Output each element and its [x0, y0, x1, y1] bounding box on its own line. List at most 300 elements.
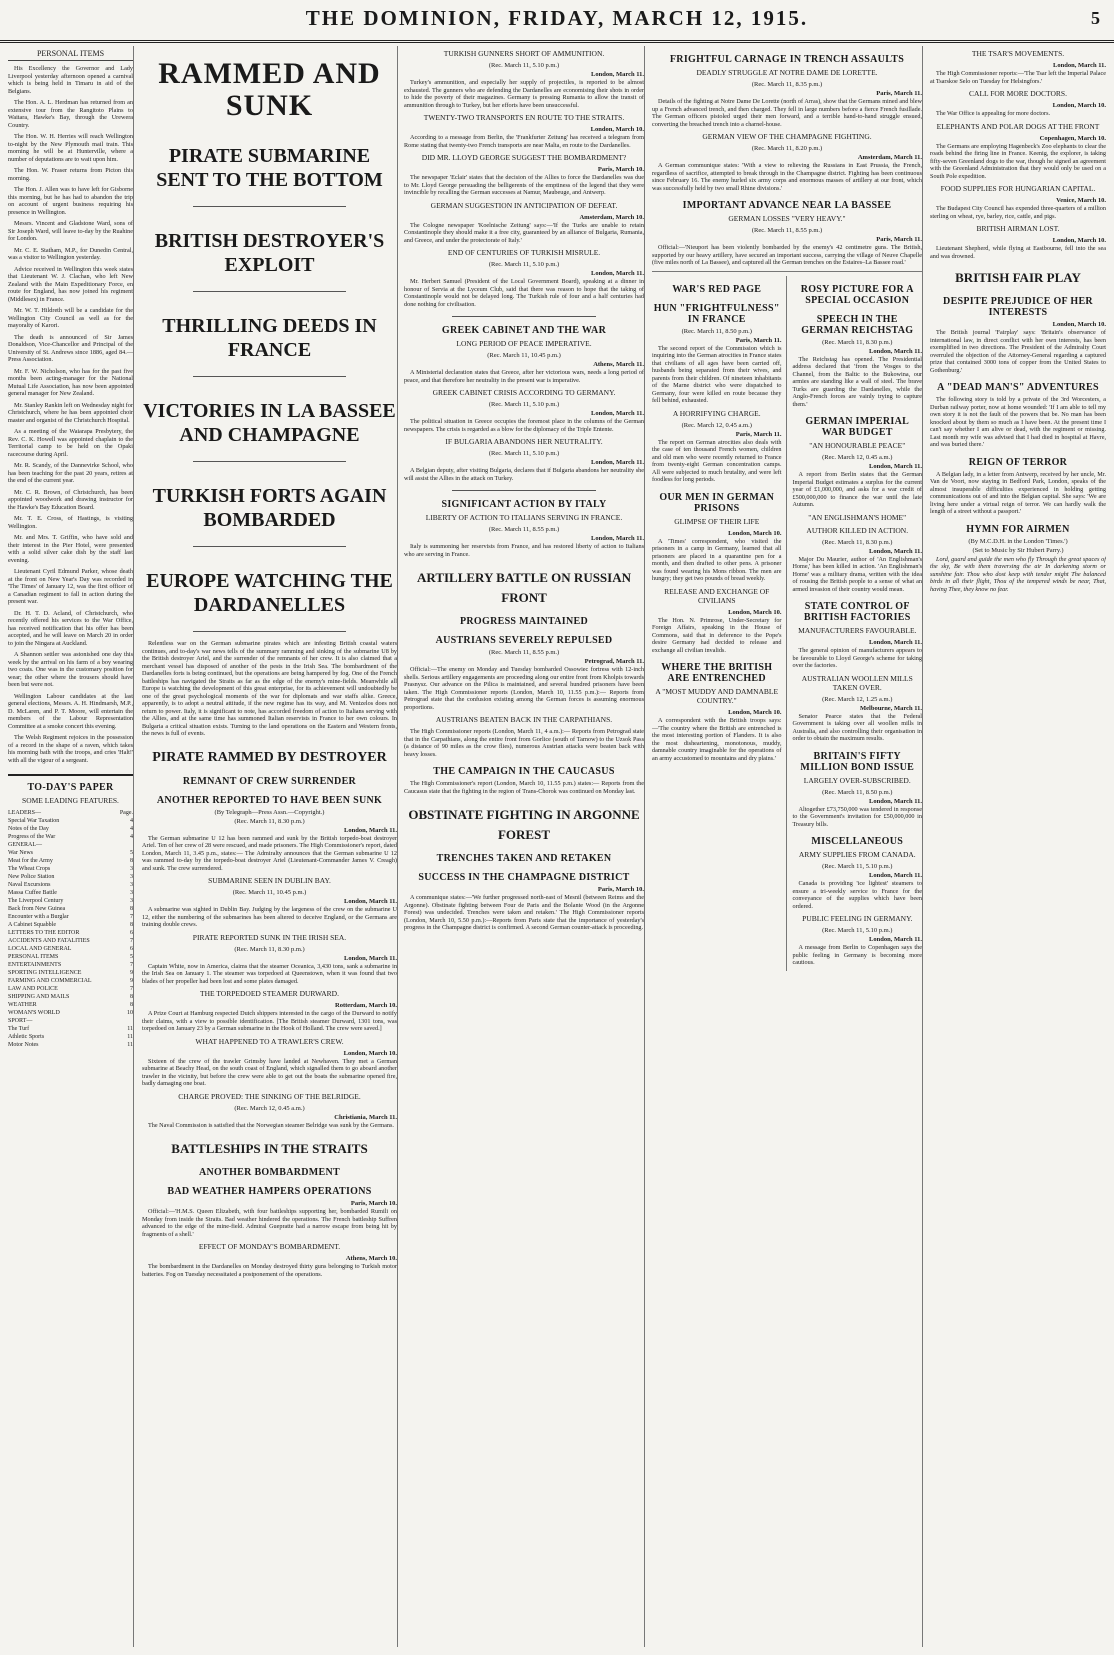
received-line: (Rec. March 11, 5.10 p.m.): [488, 62, 560, 69]
personal-item: Mr. Stanley Rankin left on Wednesday night for Christchurch, where he has been appointed choir master and organist of the Christchurch Hospital.: [8, 401, 133, 424]
contents-page: 9: [130, 978, 133, 984]
dateline-place: London, March 10.: [728, 608, 782, 616]
contents-row: [8, 897, 133, 905]
despite-prejudice-heading: DESPITE PREJUDICE OF HER INTERESTS: [943, 296, 1093, 318]
contents-label: SHIPPING AND MAILS: [8, 994, 70, 1000]
personal-item: The Hon. J. Allen was to have left for Gisborne this morning, but he has had to abandon the trip on account of urgent business requiring his presence in Wellington.: [8, 186, 133, 216]
dateline-place: London, March 11.: [869, 639, 922, 646]
dateline-place: Copenhagen, March 10.: [1039, 134, 1106, 142]
story-paragraph: A communique states:—'We further progressed north-east of Mesnil (between Reims and the Argonne). Obstinate fighting between Four de Paris and the Bolante Wood (in the Argonne Forest) was undecided. Trenches were taken and retaken.' The High Commissioner reports (London, March 10, 5.50 p.m.):—Reports from Paris state that the importance of yesterday's progress in the Champagne district is confirmed. A second German counter-attack is proceeding.: [404, 894, 644, 931]
received-line: (Rec. March 11, 8.55 p.m.): [488, 649, 560, 656]
irish-sea-heading: PIRATE REPORTED SUNK IN THE IRISH SEA.: [192, 932, 347, 942]
champagne-success-heading: SUCCESS IN THE CHAMPAGNE DISTRICT: [418, 872, 630, 883]
contents-row: [8, 873, 133, 881]
received-line: (Rec. March 11, 5.10 p.m.): [488, 401, 560, 408]
durward-heading: THE TORPEDOED STEAMER DURWARD.: [200, 989, 339, 998]
progress-maintained-heading: PROGRESS MAINTAINED: [459, 616, 589, 627]
contents-label: SPORT—: [8, 1018, 33, 1024]
tsar-heading: THE TSAR'S MOVEMENTS.: [971, 49, 1065, 58]
story-paragraph: The newspaper 'Eclair' states that the decision of the Allies to force the Dardanelles was due to Mr. Lloyd George persuading the belligerents of the emptiness of the legend that they were invincible by recalling the German successes at Namur, Maubeuge, and Antwerp.: [404, 174, 644, 196]
contents-label: Meat for the Army: [8, 858, 53, 864]
peace-imperative-heading: LONG PERIOD OF PEACE IMPERATIVE.: [456, 339, 592, 348]
story-paragraph: A Belgian lady, in a letter from Antwerp, received by her uncle, Mr. Van de Voort, now staying in Bedford Park, London, speaks of the almost insuperable difficulties experienced in holding getting communications out of and into the Belgian capital. She says: 'We are living here under a virtual reign of terror. We can hardly walk the length of a street without a passport.': [930, 470, 1106, 515]
received-line: (Rec. March 11, 8.55 p.m.): [751, 227, 823, 234]
dateline-place: London, March 11.: [869, 347, 922, 355]
story-paragraph: Details of the fighting at Notre Dame De Lorette (north of Arras), show that the Germans mined and blew up a French advanced trench, and then charged. They fell in large numbers before a fierce French fusillade. The German officers pistoled urged their men forward, and a terrible hand-to-hand struggle ensued, converting the breached trench into a charnel-house.: [652, 98, 922, 128]
dateline-place: London, March 11.: [591, 270, 644, 277]
received-line: (Rec. March 11, 8.30 p.m.): [822, 338, 893, 346]
russian-front-heading: ARTILLERY BATTLE ON RUSSIAN FRONT: [417, 570, 631, 605]
release-exchange-heading: RELEASE AND EXCHANGE OF CIVILIANS: [664, 586, 770, 605]
glimpse-heading: GLIMPSE OF THEIR LIFE: [674, 516, 760, 526]
story-paragraph: A German communique states: 'With a view to relieving the Russians in East Prussia, the French, regardless of sacrifice, attempted to break through in the Champagne district. Fighting has been continuous since February 16. The enemy hurled six army corps and enormous masses of artillery at our front, which was successfully held by two small Rhine divisions.': [652, 162, 922, 192]
belridge-heading: CHARGE PROVED: THE SINKING OF THE BELRIDGE.: [178, 1091, 361, 1101]
dateline-place: Paris, March 11.: [876, 90, 922, 97]
contents-page: 4: [130, 818, 133, 824]
contents-page: 7: [130, 986, 133, 992]
contents-label: LETTERS TO THE EDITOR: [8, 930, 80, 936]
state-control-heading: STATE CONTROL OF BRITISH FACTORIES: [803, 601, 911, 623]
another-sunk-heading: ANOTHER REPORTED TO HAVE BEEN SUNK: [156, 794, 383, 806]
received-line: (Rec. March 11, 8.50 p.m.): [822, 788, 893, 796]
story-paragraph: Altogether £73,750,000 was tendered in response to the Government's invitation for £50,000,000 in Treasury bills.: [792, 805, 922, 828]
received-line: (Rec. March 11, 8.30 p.m.): [822, 538, 893, 546]
contents-page: 4: [130, 826, 133, 832]
received-line: (Rec. March 11, 8.30 p.m.): [234, 945, 305, 953]
contents-page: 3: [130, 890, 133, 896]
received-line: (Rec. March 11, 10.45 p.m.): [232, 889, 307, 896]
contents-label: Special War Taxation: [8, 818, 60, 824]
dateline-place: Paris, March 10.: [597, 886, 644, 893]
contents-page: 3: [130, 882, 133, 888]
received-line: (Rec. March 11, 5.10 p.m.): [822, 927, 893, 934]
personal-item: The Hon. A. L. Herdman has returned from an extensive tour from the Rangitoto Plains to Waitara, Hawke's Bay, through the Urewera Country.: [8, 99, 133, 129]
story-paragraph: Official:—The enemy on Monday and Tuesday bombarded Ossowiec fortress with 12-inch shells. Serious artillery engagements are proceeding along our entire front from Kholpis towards Prasnysz. Our advance on the Pilica is maintained, and several hundred prisoners have been taken. The High Commissioner reports (London, March 10, 11.55 p.m.):— Reports from Petrograd state that the confusion existing among the German forces is assuming enormous proportions.: [404, 666, 644, 711]
contents-row: [8, 889, 133, 897]
story-paragraph: The Cologne newspaper 'Koelnische Zeitung' says:—'If the Turks are unable to retain Constantinople they should make it a free city, guaranteed by an alliance of Bulgaria, Rumania, and Greece, and under the protectorate of Italy.': [404, 221, 644, 244]
dateline-place: Rotterdam, March 10.: [335, 1002, 397, 1009]
dateline-place: London, March 11.: [344, 898, 397, 905]
contents-list: [8, 809, 133, 1049]
contents-page: 3: [130, 898, 133, 904]
dateline-place: London, March 11.: [1053, 62, 1106, 69]
received-line: (Rec. March 12, 0.45 a.m.): [822, 454, 893, 461]
army-supplies-heading: ARMY SUPPLIES FROM CANADA.: [798, 850, 916, 859]
story-paragraph: Turkey's ammunition, and especially her supply of projectiles, is reported to be almost exhausted. The gunners who are defending the Dardanelles are economising their shots in order to hide the poverty of their magazines. Germany is pressing Rumania to allow the transit of ammunition through to Turkey, but her efforts have been unsuccessful.: [404, 79, 644, 109]
german-suggestion-heading: GERMAN SUGGESTION IN ANTICIPATION OF DEFEAT.: [430, 200, 618, 210]
story-paragraph: A Ministerial declaration states that Greece, after her victorious wars, needs a long period of peace, and that therefore her neutrality in the present war is imperative.: [404, 369, 644, 384]
contents-row: [8, 969, 133, 977]
story-paragraph: Major Du Maurier, author of 'An Englishman's Home,' has been killed in action. 'An Englishman's Home' was a military drama, written with the idea of rousing the British people to a sense of what an armed invasion of their country would mean.: [792, 555, 922, 593]
column-personal-items: [8, 46, 134, 1647]
airman-lost-heading: BRITISH AIRMAN LOST.: [976, 224, 1060, 233]
contents-row: [8, 809, 133, 817]
bond-issue-heading: BRITAIN'S FIFTY MILLION BOND ISSUE: [800, 750, 915, 773]
todays-paper-subtitle: SOME LEADING FEATURES.: [22, 796, 119, 805]
german-losses-heading: GERMAN LOSSES "VERY HEAVY.": [728, 214, 846, 223]
pirate-rammed-heading: PIRATE RAMMED BY DESTROYER: [152, 749, 387, 765]
contents-row: [8, 1017, 133, 1025]
contents-label: The Wheat Crops: [8, 866, 51, 872]
story-paragraph: The bombardment in the Dardanelles on Monday destroyed thirty guns belonging to Turkish motor batteries. Fog on Tuesday necessitated a postponement of the operations.: [142, 1263, 397, 1278]
contents-row: [8, 921, 133, 929]
contents-row: [8, 825, 133, 833]
contents-label: ACCIDENTS AND FATALITIES: [8, 938, 90, 944]
wars-red-page-heading: WAR'S RED PAGE: [672, 283, 762, 295]
personal-items-heading: PERSONAL ITEMS: [8, 49, 133, 61]
contents-page: 9: [130, 970, 133, 976]
dateline-place: Petrograd, March 11.: [584, 658, 644, 665]
contents-row: [8, 833, 133, 841]
story-paragraph: A Belgian deputy, after visiting Bulgaria, declares that if Bulgaria abandons her neutrality she will assist the Allies in the attack on Turkey.: [404, 467, 644, 482]
contents-row: [8, 849, 133, 857]
contents-row: [8, 929, 133, 937]
contents-label: War News: [8, 850, 34, 856]
contents-page: 4: [130, 834, 133, 840]
contents-label: New Police Station: [8, 874, 55, 880]
personal-item: Advice received in Wellington this week states that Lieutenant W. J. Clachan, who left New Zealand with the Main Expeditionary Force, en route for England, has now joined his regiment (Middlesex) in France.: [8, 265, 133, 303]
food-supplies-heading: FOOD SUPPLIES FOR HUNGARIAN CAPITAL.: [940, 184, 1096, 193]
story-paragraph: Captain White, now in America, claims that the steamer Oceanica, 3,430 tons, sank a submarine in the Irish Sea on January 1. The steamer was torpedoed at Queenstown, when it was found that two blades of her propeller had been lost and some plates damaged.: [142, 962, 397, 985]
personal-item: Wellington Labour candidates at the last general elections, Messrs. A. H. Hindmarsh, M.P., D. McLaren, and P. T. Moore, will entertain the members of the Labour Representation Committee at a smoke concert this evening.: [8, 692, 133, 730]
contents-row: [8, 865, 133, 873]
italy-heading: SIGNIFICANT ACTION BY ITALY: [441, 499, 607, 510]
story-paragraph: The High Commissioner reports (London, March 11, 4 a.m.):— Reports from Petrograd state that in the Carpathians, along the entire front from Gorlice (south of Tarnow) to the Uzsok Pass (a distance of 90 miles as the crow flies), numerous Austrian attacks were beaten back with heavy losses.: [404, 728, 644, 758]
contents-row: [8, 945, 133, 953]
turkish-misrule-heading: END OF CENTURIES OF TURKISH MISRULE.: [447, 248, 601, 257]
argonne-heading: OBSTINATE FIGHTING IN ARGONNE FOREST: [408, 807, 640, 842]
headline: VICTORIES IN LA BASSEE AND CHAMPAGNE: [143, 400, 396, 446]
received-line: (Rec. March 11, 5.10 p.m.): [822, 863, 893, 870]
oversubscribed-heading: LARGELY OVER-SUBSCRIBED.: [803, 775, 911, 785]
dateline-place: London, March 10.: [728, 529, 782, 537]
contents-page: 5: [130, 850, 133, 856]
column-dardanelles: [404, 46, 645, 1647]
dateline-place: Amsterdam, March 11.: [857, 154, 922, 161]
contents-label: GENERAL—: [8, 842, 42, 848]
frightfulness-heading: HUN "FRIGHTFULNESS" IN FRANCE: [653, 302, 780, 325]
contents-label: Athletic Sports: [8, 1034, 45, 1040]
dateline-place: London, March 10.: [343, 1049, 397, 1057]
contents-page: 11: [127, 1026, 133, 1032]
contents-label: Notes of the Day: [8, 826, 49, 832]
contents-label: LEADERS—: [8, 810, 41, 816]
contents-label: ENTERTAINMENTS: [8, 962, 62, 968]
contents-row: [8, 977, 133, 985]
divider: [193, 206, 346, 207]
hymn-music-credit: (Set to Music by Sir Hubert Parry.): [972, 546, 1064, 554]
dead-man-heading: A "DEAD MAN'S" ADVENTURES: [937, 382, 1099, 393]
contents-row: [8, 1025, 133, 1033]
contents-page: 10: [127, 1010, 133, 1016]
contents-page: 8: [130, 1002, 133, 1008]
headline: PIRATE SUBMARINE SENT TO THE BOTTOM: [156, 145, 383, 191]
ammunition-heading: TURKISH GUNNERS SHORT OF AMMUNITION.: [443, 49, 605, 58]
war-budget-heading: GERMAN IMPERIAL WAR BUDGET: [805, 416, 910, 438]
story-paragraph: Sixteen of the crew of the trawler Grimsby have landed at Newhaven. They met a German submarine at Beachy Head, on the south coast of England, which signalled them to go aboard another trawler in the vicinity, but before the crew were able to get out the boats the submarine opened fire, badly damaging one boat.: [142, 1057, 397, 1087]
divider: [193, 631, 346, 632]
elephants-heading: ELEPHANTS AND POLAR DOGS AT THE FRONT: [936, 121, 1100, 131]
dateline-place: London, March 11.: [591, 535, 644, 542]
dateline-place: Paris, March 11.: [735, 430, 782, 438]
trenches-heading: TRENCHES TAKEN AND RETAKEN: [436, 853, 612, 864]
horrifying-charge-heading: A HORRIFYING CHARGE.: [672, 408, 761, 418]
contents-label: PERSONAL ITEMS: [8, 954, 59, 960]
received-line: (Rec. March 12, 1.25 a.m.): [822, 695, 893, 703]
contents-row: [8, 1041, 133, 1049]
personal-items-list: [8, 65, 133, 764]
masthead: [0, 0, 1114, 43]
remnant-crew-heading: REMNANT OF CREW SURRENDER: [182, 775, 357, 787]
dateline-place: London, March 10.: [728, 709, 782, 716]
personal-item: As a meeting of the Waiarapa Presbytery, the Rev. C. K. Howell was appointed chaplain to the Territorial camp to be held on the Opaki racecourse during April.: [8, 428, 133, 458]
contents-page: 7: [130, 914, 133, 920]
story-paragraph: A submarine was sighted in Dublin Bay. Judging by the largeness of the crew on the submarine U 12, either the numbering of the submarines has been altered to deceive England, or the Germans are training double crews.: [142, 906, 397, 928]
todays-paper-box: [8, 774, 133, 1049]
dateline-place: London, March 11.: [869, 797, 922, 805]
woollen-mills-heading: AUSTRALIAN WOOLLEN MILLS TAKEN OVER.: [801, 673, 913, 692]
dateline-place: London, March 10.: [590, 126, 644, 133]
divider: [193, 461, 346, 462]
contents-label: FARMING AND COMMERCIAL: [8, 978, 92, 984]
dateline-place: London, March 10.: [1052, 237, 1106, 244]
dateline-place: London, March 11.: [344, 826, 397, 834]
personal-item: Mr. and Mrs. T. Griffin, who have sold and their interest in the Pier Hotel, were presented with a solid silver cake dish by the staff last evening.: [8, 534, 133, 564]
contents-page: 7: [130, 938, 133, 944]
twocol-block: [652, 271, 922, 971]
personal-item: Mr. W. T. Hildreth will be a candidate for the Wellington City Council as well as for the mayoralty of Karori.: [8, 307, 133, 329]
dateline-place: London, March 10.: [1052, 102, 1106, 109]
honourable-peace-heading: "AN HONOURABLE PEACE": [809, 441, 906, 450]
personal-item: A Shannon settler was astonished one day this week by the arrival on his farm of a boy wearing two coats. One was in the customary position for wear; the other where the trousers should have been but were not.: [8, 651, 133, 688]
dateline-place: Amsterdam, March 10.: [579, 213, 644, 221]
story-paragraph: The Naval Commission is satisfied that the Norwegian steamer Belridge was sunk by the Germans.: [148, 1121, 394, 1129]
manufacturers-heading: MANUFACTURERS FAVOURABLE.: [798, 626, 917, 635]
carpathians-heading: AUSTRIANS BEATEN BACK IN THE CARPATHIANS.: [435, 715, 613, 724]
contents-row: [8, 961, 133, 969]
contents-label: A Cabinet Squabble: [8, 922, 56, 928]
contents-page: 8: [130, 906, 133, 912]
personal-item: Lieutenant Cyril Edmund Parker, whose death at the front on New Year's Day was recorded in 'The Times' of January 12, was the first officer of a Canadian regiment to fall in action during the present war.: [8, 568, 133, 605]
contents-page: 5: [130, 954, 133, 960]
personal-item: Dr. H. T. D. Acland, of Christchurch, who recently offered his services to the War Office, has received notification that his offer has been accepted, and he will leave on March 20 in order to join the Ningara at Auckland.: [8, 609, 133, 647]
story-paragraph: Senator Pearce states that the Federal Government is taking over all woollen mills in Australia, and also controlling their organisation in order to obtain the maximum results.: [792, 712, 922, 742]
story-paragraph: The second report of the Commission which is inquiring into the German atrocities in France states that civilians of all ages have been carried off, husbands being separated from their wives, and parents from their children. Of nineteen inhabitants of the Marne district who were dispatched to Germany, four were killed en route because they fell behind, exhausted.: [652, 344, 782, 404]
contents-page: 6: [130, 930, 133, 936]
contents-page: 11: [127, 1042, 133, 1048]
newspaper-title: THE DOMINION, FRIDAY, MARCH 12, 1915.: [305, 6, 809, 30]
story-paragraph: The political situation in Greece occupies the foremost place in the columns of the German newspapers. The crisis is regarded as a blow for the diplomacy of the Triple Entente.: [404, 418, 644, 433]
banner-headline: RAMMED AND SUNK: [158, 57, 381, 122]
story-paragraph: A message from Berlin to Copenhagen says the public feeling in Germany is becoming more cautious.: [792, 944, 922, 966]
contents-row: [8, 841, 133, 849]
trawler-heading: WHAT HAPPENED TO A TRAWLER'S CREW.: [195, 1036, 344, 1046]
headline: TURKISH FORTS AGAIN BOMBARDED: [152, 485, 387, 531]
contents-page: 3: [130, 866, 133, 872]
englishmans-home-heading: "AN ENGLISHMAN'S HOME": [808, 512, 907, 522]
divider: [452, 316, 596, 317]
hymn-credit: (By M.C.D.H. in the London 'Times.'): [968, 537, 1068, 545]
divider: [193, 546, 346, 547]
contents-label: LOCAL AND GENERAL: [8, 946, 72, 952]
reign-of-terror-heading: REIGN OF TERROR: [968, 456, 1068, 468]
contents-label: The Liverpool Century: [8, 898, 64, 904]
personal-item: Mr. R. Scandy, of the Dannevirke School, who has been teaching for the past 20 years, retires at the end of the current year.: [8, 462, 133, 484]
dateline-place: Paris, March 10.: [597, 166, 644, 173]
page-number: 5: [1091, 8, 1100, 28]
greek-cabinet-heading: GREEK CABINET AND THE WAR: [441, 325, 607, 336]
personal-item: The Welsh Regiment rejoices in the possession of a record in the shape of a raven, which takes his morning bath with the troops, and cries 'Halt!' with all the vigour of a sergeant.: [8, 734, 133, 764]
fair-play-heading: BRITISH FAIR PLAY: [955, 270, 1081, 285]
story-paragraph: The German submarine U 12 has been rammed and sunk by the British torpedo-boat destroyer Ariel. Ten of her crew of 28 were rescued, and made prisoners. The High Commissioner's report, dated London, March 11, 3.45 p.m., states:— The Admiralty announces that the German submarine U 12 was rammed to-day by the torpedo-boat destroyer Ariel (Lieutenant-Commander James V. Creagh) and sunk. The crew surrendered.: [142, 834, 397, 872]
story-paragraph: The High Commissioner's report (London, March 10, 11.55 p.m.) states:— Reports from the Caucasus state that the fighting in the region of Trans-Chorok was continued on Monday last.: [404, 780, 644, 795]
contents-row: [8, 985, 133, 993]
column-main-story: [142, 46, 398, 1647]
headline: EUROPE WATCHING THE DARDANELLES: [146, 570, 393, 616]
received-line: (Rec. March 11, 8.20 p.m.): [751, 145, 823, 152]
story-paragraph: The Reichstag has opened. The Presidential address declared that 'from the Vosges to the Channel, from the Baltic to the Bukowina, our armies are standing like a wall of steel. The brave Turks are guarding the Dardanelles, while the Anglo-French forces are vainly trying to capture them.': [792, 355, 922, 408]
contents-label: Back from New Guinea: [8, 906, 66, 912]
contents-label: Naval Excursions: [8, 882, 51, 888]
muddy-country-heading: A "MOST MUDDY AND DAMNABLE COUNTRY.": [655, 687, 779, 705]
dateline-place: Athens, March 10.: [345, 1255, 397, 1262]
contents-page: 8: [130, 922, 133, 928]
personal-item: Mr. T. E. Cross, of Hastings, is visiting Wellington.: [8, 515, 133, 530]
received-line: (Rec. March 11, 8.30 p.m.): [234, 817, 305, 825]
story-paragraph: Official:—'H.M.S. Queen Elizabeth, with four battleships supporting her, bombarded Rumili on Monday from inside the Straits. Bad weather hindered the operations. The French battleship Suffren advanced to the edge of the mine-field. Admiral Guepratte had a narrow escape from being hit by fragments of a shell.': [142, 1208, 397, 1238]
divider: [452, 490, 596, 491]
story-paragraph: The report on German atrocities also deals with the case of ten thousand French women, children and old men who were recently returned to France from twenty-eight German concentration camps. All were subjected to much brutality, and were left foodless for long periods.: [652, 438, 782, 483]
hymn-heading: HYMN FOR AIRMEN: [966, 523, 1070, 535]
story-paragraph: Italy is summoning her reservists from France, and has restored liberty of action to Italians who are serving in France.: [404, 543, 644, 558]
personal-item: Mr. C. R. Brown, of Christchurch, has been appointed woodwork and drawing instructor for the Hawke's Bay Education Board.: [8, 488, 133, 511]
received-line: (Rec. March 11, 8.55 p.m.): [488, 526, 560, 533]
personal-item: The Hon. W. Fraser returns from Picton this morning.: [8, 167, 133, 182]
dateline-place: London, March 11.: [869, 936, 922, 943]
contents-label: Encounter with a Burglar: [8, 914, 69, 920]
headline-stack: [142, 144, 397, 632]
monday-bombardment-heading: EFFECT OF MONDAY'S BOMBARDMENT.: [198, 1242, 341, 1251]
headline: THRILLING DEEDS IN FRANCE: [162, 315, 377, 361]
bulgaria-heading: IF BULGARIA ABANDONS HER NEUTRALITY.: [445, 437, 603, 446]
doctors-heading: CALL FOR MORE DOCTORS.: [969, 89, 1067, 98]
story-paragraph: The Germans are employing Hagenbeck's Zoo elephants to clear the roads behind the firing line in France. Keenig, the explorer, is taking fifty-seven Greenland dogs to the war, though he signed an agreement with the Greenland Administration that they would only be used on a South Pole expedition.: [930, 142, 1106, 180]
story-paragraph: A Prize Court at Hamburg respected Dutch shippers interested in the cargo of the Durward to notify their claims, with a view to possible identification. [The British steamer Durward, 1301 tons, was torpedoed on January 23 by a German submarine in the Hook of Holland. The crew were saved.]: [142, 1010, 397, 1032]
personal-item: The death is announced of Sir James Donaldson, Vice-Chancellor and Principal of the University of St. Andrews since 1886, aged 84.—Press Association.: [8, 333, 133, 363]
contents-page: 3: [130, 874, 133, 880]
lloyd-george-heading: DID MR. LLOYD GEORGE SUGGEST THE BOMBARDMENT?: [421, 153, 627, 162]
contents-label: LAW AND POLICE: [8, 986, 58, 992]
story-paragraph: The British journal 'Fairplay' says: 'Britain's observance of international law, in direct conflict with her own interests, has been exemplified in two directions. The President of the Admiralty Court overruled the objection of the Attorney-General regarding a captured prize that contained 3000 tons of copper from the United States to Gothenburg.': [930, 329, 1106, 374]
la-bassee-heading: IMPORTANT ADVANCE NEAR LA BASSEE: [682, 200, 892, 211]
story-paragraph: Canada is providing 'ice lightest' steamers to ensure a tri-weekly service to France for the conveyance of the supplies which have been ordered.: [792, 880, 922, 910]
contents-page: 8: [130, 994, 133, 1000]
column-miscellany: [930, 46, 1106, 1647]
contents-row: [8, 905, 133, 913]
dateline-place: Melbourne, March 11.: [860, 704, 922, 712]
received-line: (Rec. March 11, 8.35 p.m.): [751, 81, 823, 88]
battleships-heading: BATTLESHIPS IN THE STRAITS: [171, 1141, 368, 1156]
story-paragraph: The following story is told by a private of the 3rd Worcesters, a Durban railway porter, now at home wounded: 'If I am able to tell my own story it is not the fault of the powers that be. No man has been knocked about by them so much as I have been. At the present time I can't say whether I am alive or dead, with the regiment or missing. Last month my wife was advised that I had died in hospital at Havre, and was buried there.': [930, 396, 1106, 448]
dateline-place: Paris, March 10.: [350, 1200, 397, 1207]
contents-label: Motor Notes: [8, 1042, 39, 1048]
miscellaneous-heading: MISCELLANEOUS: [811, 836, 904, 847]
contents-label: The Turf: [8, 1026, 30, 1032]
contents-row: [8, 881, 133, 889]
story-paragraph: The High Commissioner reports:—'The Tsar left the Imperial Palace at Tsarskoe Selo on Tuesday for Helsingfors.': [930, 70, 1106, 85]
divider: [193, 376, 346, 377]
received-line: (Rec. March 11, 5.10 p.m.): [488, 450, 560, 457]
column-western-front: [652, 46, 923, 1647]
received-line: (Rec. March 12, 0.45 a.m.): [234, 1104, 305, 1112]
personal-item: Mr. C. E. Statham, M.P., for Dunedin Central, was a visitor to Wellington yesterday.: [8, 246, 133, 261]
contents-row: [8, 1009, 133, 1017]
dateline-place: London, March 10.: [1052, 321, 1106, 328]
story-paragraph: A report from Berlin states that the German Imperial Budget estimates a surplus for the current year of £1,000,000, and asks for a war credit of £500,000,000 to finance the war until the late Autumn.: [792, 471, 922, 508]
lead-paragraph: Relentless war on the German submarine pirates which are infesting British coastal waters continues, and to-day's war news tells of the summary ramming and sinking of the submarine U8 by the British destroyer Ariel, and the surrender of the remnants of her crew. It is also claimed that a merchant vessel has disposed of another of the pests in the Irish Sea. The bombardment of the Dardanelles forts is being continued, but the operations are being hampered by fog. One of the French battleships has navigated the Straits as far as the edge of the enemy's mine-fields. Meanwhile all Europe is watching the development of this great enterprise, for its achievement will undoubtedly be one of the great psychological moments of the war for diplomats and war staffs alike. Greece, apparently, is to adopt a neutral attitude, if the new regime has its way, and M. Venizelos does not return to power. Italy, it is significant to note, has accorded freedom of action to Italians serving with the Allies, and at the same time has summoned Italian reservists in France to her own colours. In Bulgaria a critical situation exists. Turning to the land operations on the Eastern and Western fronts, the news is full of events.: [142, 640, 397, 737]
contents-row: [8, 993, 133, 1001]
dateline-place: London, March 11.: [869, 463, 922, 470]
dateline-place: London, March 11.: [869, 547, 922, 555]
dateline-place: Paris, March 11.: [735, 336, 782, 344]
story-paragraph: According to a message from Berlin, the 'Frankfurter Zeitung' has received a telegram from Rome stating that twenty-two French transports are near Malta, en route to the Dardanelles.: [404, 134, 644, 149]
hymn-verse: Lord, guard and guide the men who fly Through the great spaces of the sky, Be with them traversing the air In darkening storm or sunshine fair. Thou who dost keep with tender might The balanced birds in all their flight, Thou of the tempered winds be near, That, having Thee, they know no fear.: [930, 555, 1106, 593]
author-killed-heading: AUTHOR KILLED IN ACTION.: [806, 525, 909, 535]
personal-item: His Excellency the Governor and Lady Liverpool yesterday afternoon opened a carnival which is being held in Timaru in aid of the Belgians.: [8, 65, 133, 95]
dateline-place: Christiania, March 11.: [334, 1113, 397, 1121]
contents-page: 6: [130, 946, 133, 952]
story-paragraph: A correspondent with the British troops says:—'The country where the British are entrenched is the most interesting portion of Flanders. It is also the most disheartening, monotonous, muddy, damnable country imaginable for the operations of an army accustomed to mountains and dry plains.': [652, 717, 782, 762]
dateline-place: London, March 11.: [591, 459, 644, 466]
lorette-heading: DEADLY STRUGGLE AT NOTRE DAME DE LORETTE.: [696, 68, 878, 77]
transports-heading: TWENTY-TWO TRANSPORTS EN ROUTE TO THE STRAITS.: [423, 113, 625, 122]
contents-page: Page.: [119, 810, 133, 816]
british-entrenched-heading: WHERE THE BRITISH ARE ENTRENCHED: [661, 662, 773, 684]
dateline-place: Athens, March 11.: [593, 361, 644, 368]
another-bombardment-heading: ANOTHER BOMBARDMENT: [199, 1167, 340, 1178]
contents-page: 11: [127, 1034, 133, 1040]
dateline-place: London, March 11.: [869, 872, 922, 879]
contents-label: SPORTING INTELLIGENCE: [8, 970, 82, 976]
story-paragraph: The Hon. N. Primrose, Under-Secretary for Foreign Affairs, speaking in the House of Commons, said that in deference to the Pope's desire Germany had decided to release and exchange all civilian invalids.: [652, 616, 782, 654]
contents-page: 8: [130, 858, 133, 864]
austrians-repulsed-heading: AUSTRIANS SEVERELY REPULSED: [435, 635, 613, 646]
public-feeling-heading: PUBLIC FEELING IN GERMANY.: [802, 914, 913, 923]
subcolumn-left: [652, 276, 787, 971]
dateline-place: Paris, March 11.: [876, 236, 922, 243]
contents-row: [8, 937, 133, 945]
received-line: (Rec. March 11, 10.45 p.m.): [487, 352, 561, 359]
dateline-place: London, March 11.: [591, 71, 644, 78]
contents-row: [8, 953, 133, 961]
dateline-place: Venice, March 10.: [1056, 197, 1106, 204]
story-paragraph: A 'Times' correspondent, who visited the prisoners in a camp in Germany, learned that all prisoners are placed in a quarantine pen for a month, and then drafted to other pens. A prisoner was found wearing his Mons ribbon. The men are hungry; they get two pounds of bread weekly.: [652, 537, 782, 582]
story-paragraph: The Budapest City Council has expended three-quarters of a million sterling on wheat, rye, barley, rice, cattle, and pigs.: [930, 205, 1106, 220]
bad-weather-heading: BAD WEATHER HAMPERS OPERATIONS: [167, 1186, 372, 1197]
personal-item: The Hon. W. H. Herries will reach Wellington to-night by the New Plymouth mail train. This morning he will be at Hunterville, where a number of deputations are to wait upon him.: [8, 133, 133, 163]
personal-item: Messrs. Vincent and Gladstone Ward, sons of Sir Joseph Ward, will leave to-day by the Ruahine for London.: [8, 220, 133, 242]
contents-row: [8, 913, 133, 921]
contents-row: [8, 1001, 133, 1009]
contents-row: [8, 1033, 133, 1041]
caucasus-heading: THE CAMPAIGN IN THE CAUCASUS: [433, 766, 615, 777]
contents-row: [8, 817, 133, 825]
dublin-bay-heading: SUBMARINE SEEN IN DUBLIN BAY.: [208, 876, 331, 885]
italy-subheading: LIBERTY OF ACTION TO ITALIANS SERVING IN FRANCE.: [425, 513, 623, 522]
reichstag-heading: SPEECH IN THE GERMAN REICHSTAG: [801, 313, 914, 336]
rosy-picture-heading: ROSY PICTURE FOR A SPECIAL OCCASION: [800, 283, 914, 306]
received-line: (Rec. March 12, 0.45 a.m.): [681, 421, 752, 429]
